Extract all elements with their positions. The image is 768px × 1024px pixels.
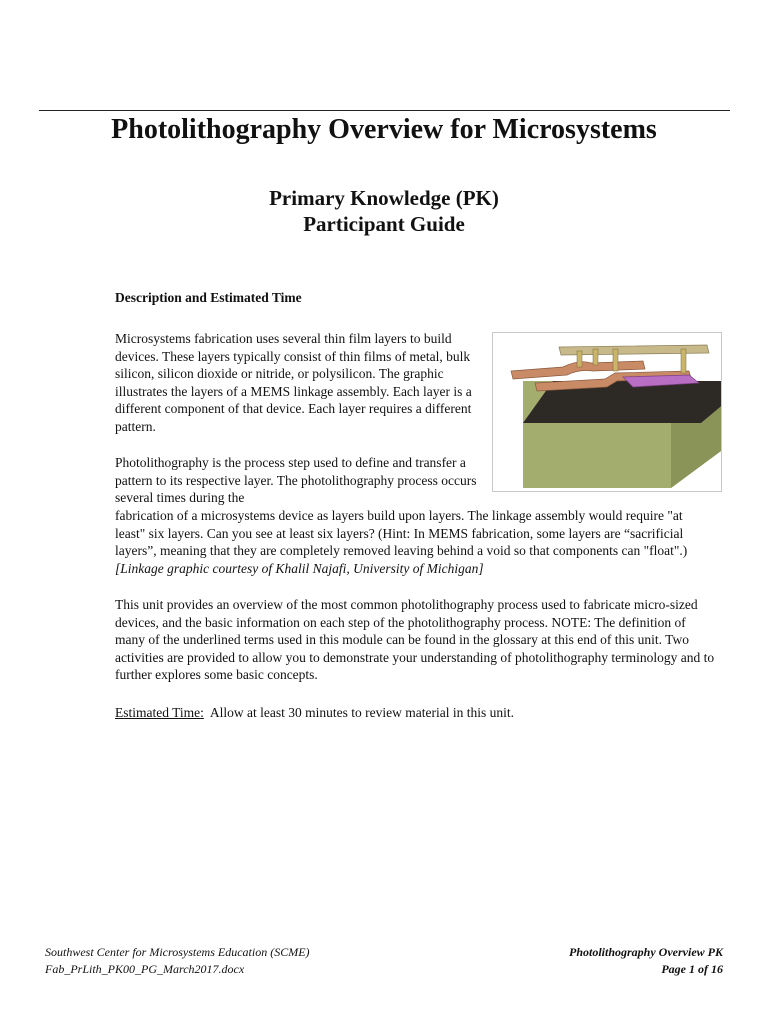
pin bbox=[681, 349, 686, 373]
footer-organization: Southwest Center for Microsystems Education (SCME) bbox=[45, 945, 310, 959]
paragraph-photolithography-cont bbox=[115, 507, 715, 577]
pin bbox=[593, 349, 598, 365]
mems-linkage-figure bbox=[492, 332, 722, 492]
pin bbox=[613, 349, 618, 371]
document-title: Photolithography Overview for Microsystems bbox=[111, 114, 657, 145]
document-subtitle-line2: Participant Guide bbox=[303, 212, 465, 236]
estimated-time-text: Allow at least 30 minutes to review material in this unit. bbox=[209, 705, 514, 720]
mems-linkage-icon bbox=[493, 333, 721, 491]
footer-filename: Fab_PrLith_PK00_PG_March2017.docx bbox=[45, 962, 245, 976]
paragraph-layers: Microsystems fabrication uses several thin film layers to build devices. These layers typically consist of thin films of metal, bulk silicon, silicon dioxide or nitride, or polysilicon. The graphic illustrates the layers of a MEMS linkage assembly. Each layer is a different component of that device. Each layer requires a different pattern. bbox=[115, 331, 472, 434]
footer-page-number: Page 1 of 16 bbox=[661, 962, 723, 976]
footer-left bbox=[45, 944, 310, 978]
paragraph-photolithography-body: fabrication of a microsystems device as layers build upon layers. The linkage assembly would require "at least" six layers. Can you see at least six layers? (Hint: In MEMS fabrication, some layers are “sacrificial layers”, meaning that they are completely removed leaving behind a void so that components can "float".) bbox=[115, 508, 688, 559]
document-subtitle-line1: Primary Knowledge (PK) bbox=[269, 186, 499, 210]
estimated-time-line bbox=[115, 704, 715, 722]
footer-right bbox=[569, 944, 723, 978]
paragraph-unit-overview: This unit provides an overview of the most common photolithography process used to fabricate micro-sized devices, and the basic information on each step of the photolithography process. NOTE: The definition of many of the underlined terms used in this module can be found in the glossary at this end of this unit. Two activities are provided to allow you to demonstrate your understanding of photolithography terminology and to further explores some basic concepts. bbox=[115, 597, 715, 683]
footer-doc-title: Photolithography Overview PK bbox=[569, 945, 723, 959]
paragraph-photolithography-intro: Photolithography is the process step used to define and transfer a pattern to its respective layer. The photolithography process occurs several times during the bbox=[115, 455, 477, 506]
estimated-time-label: Estimated Time: bbox=[115, 705, 204, 720]
section-heading: Description and Estimated Time bbox=[115, 290, 302, 305]
pin bbox=[577, 351, 582, 367]
header-rule bbox=[39, 110, 730, 111]
figure-citation: [Linkage graphic courtesy of Khalil Najafi, University of Michigan] bbox=[115, 560, 484, 576]
